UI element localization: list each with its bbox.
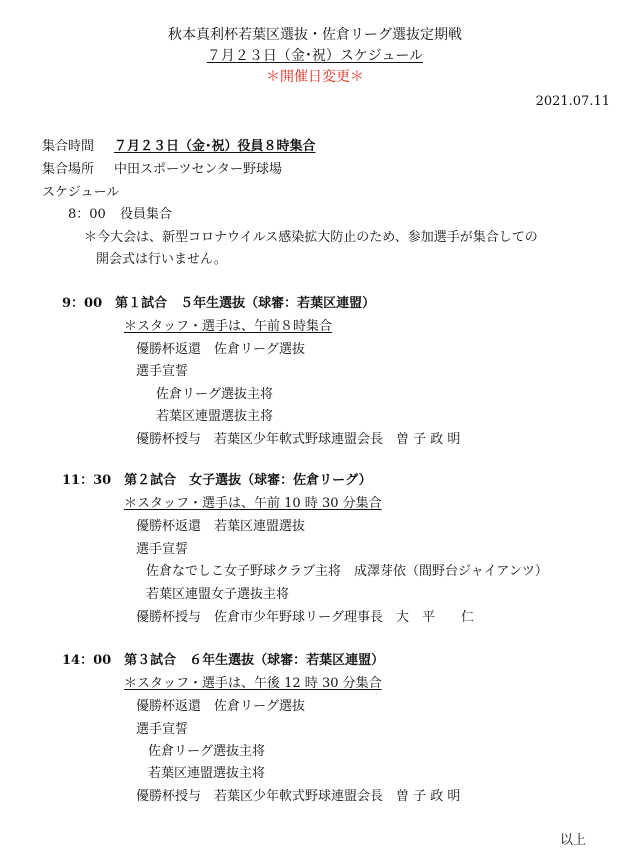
game2-cup-award: 優勝杯授与 佐倉市少年野球リーグ理事長 大 平 仁 [136,610,475,625]
gathering-place-value: 中田スポーツセンター野球場 [114,162,282,177]
game2-oath-captain1: 佐倉なでしこ女子野球クラブ主将 成澤芽依（間野台ジャイアンツ） [146,564,548,579]
schedule-subtitle: ７月２３日（金･祝）スケジュール [206,48,424,64]
closing-mark: 以上 [559,833,586,848]
gathering-time-label: 集合時間 [42,139,95,154]
game1-assembly: ＊スタッフ・選手は、午前８時集合 [124,319,333,334]
staff-gathering-label: 役員集合 [120,207,173,222]
game1-cup-award: 優勝杯授与 若葉区少年軟式野球連盟会長 曽 子 政 明 [136,432,461,447]
document-title: 秋本真利杯若葉区選抜・佐倉リーグ選抜定期戦 [168,27,462,43]
game2-oath-label: 選手宣誓 [136,542,189,557]
schedule-label: スケジュール [42,185,120,200]
staff-gathering-time: 8：00 [68,207,106,222]
game2-assembly: ＊スタッフ・選手は、午前 10 時 30 分集合 [124,496,382,511]
game2-cup-return: 優勝杯返還 若葉区連盟選抜 [136,519,306,534]
game1-heading: 9：00 第１試合 ５年生選抜（球審：若葉区連盟） [62,296,376,311]
game3-cup-return: 優勝杯返還 佐倉リーグ選抜 [136,699,306,714]
game1-oath-captain1: 佐倉リーグ選抜主将 [156,387,274,402]
gathering-place-label: 集合場所 [42,162,95,177]
game3-cup-award: 優勝杯授与 若葉区少年軟式野球連盟会長 曽 子 政 明 [136,789,461,804]
game2-heading: 11：30 第２試合 女子選抜（球審：佐倉リーグ） [62,473,372,488]
game1-cup-return: 優勝杯返還 佐倉リーグ選抜 [136,342,306,357]
game3-assembly: ＊スタッフ・選手は、午後 12 時 30 分集合 [124,676,382,691]
gathering-time-value: ７月２３日（金･祝）役員８時集合 [114,139,316,154]
game3-oath-label: 選手宣誓 [136,722,189,737]
date-change-notice: ＊開催日変更＊ [266,69,364,85]
game3-heading: 14：00 第３試合 ６年生選抜（球審：若葉区連盟） [62,653,385,668]
game2-oath-captain2: 若葉区連盟女子選抜主将 [146,587,290,602]
game3-oath-captain1: 佐倉リーグ選抜主将 [148,744,266,759]
game1-oath-captain2: 若葉区連盟選抜主将 [156,409,274,424]
opening-ceremony-note-cont: 開会式は行いません。 [96,252,227,267]
game1-oath-label: 選手宣誓 [136,364,189,379]
opening-ceremony-note: ＊今大会は、新型コロナウイルス感染拡大防止のため、参加選手が集合しての [84,230,538,245]
game3-oath-captain2: 若葉区連盟選抜主将 [148,766,266,781]
issue-date: 2021.07.11 [535,94,610,109]
